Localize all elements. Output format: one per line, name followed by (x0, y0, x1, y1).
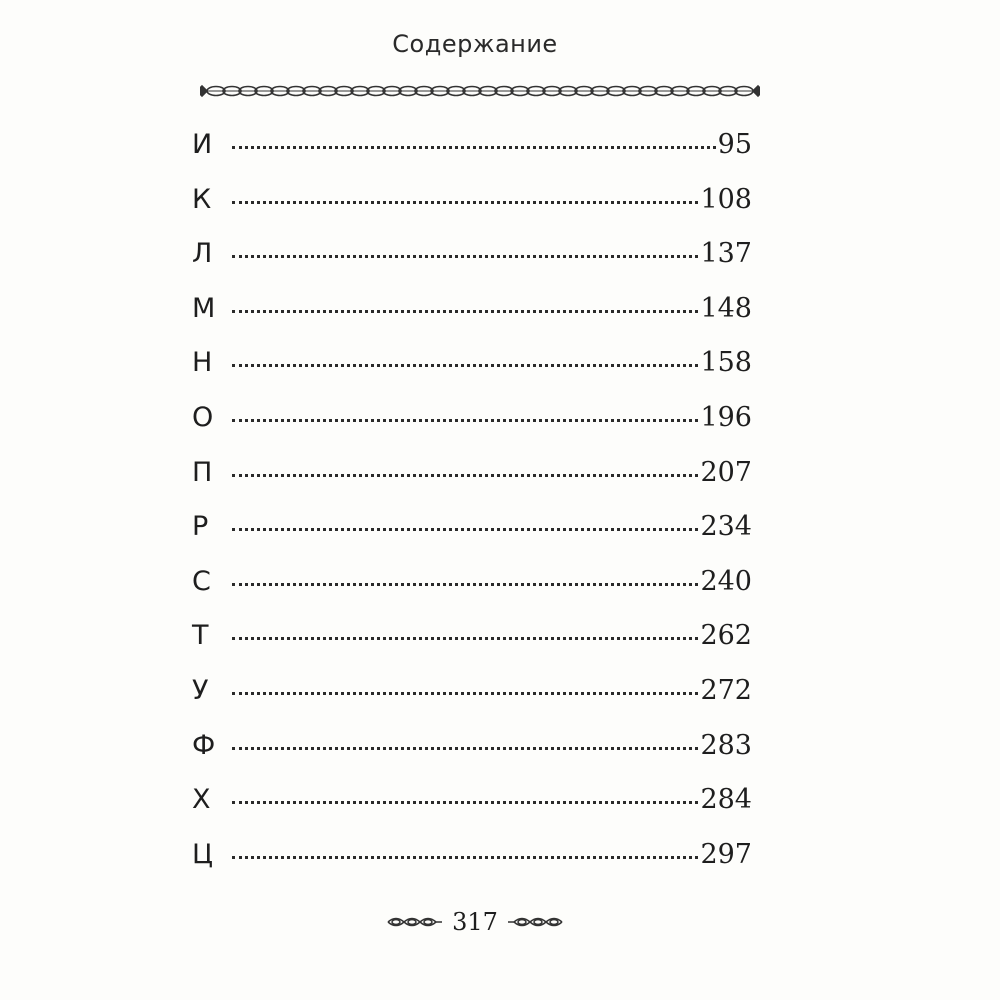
dot-leader (232, 747, 698, 750)
toc-entry-letter: У (192, 674, 209, 706)
table-of-contents (192, 118, 752, 882)
toc-entry-letter: Р (192, 511, 209, 543)
toc-entry-page: 196 (700, 401, 752, 433)
dot-leader (232, 255, 698, 258)
toc-entry-page: 207 (700, 456, 752, 488)
dot-leader (232, 364, 698, 367)
toc-entry-page: 262 (700, 620, 752, 652)
toc-entry-letter: И (192, 129, 213, 160)
toc-entry (192, 555, 752, 610)
page-number: 317 (452, 908, 498, 936)
dot-leader (232, 801, 698, 804)
toc-entry (192, 227, 752, 282)
toc-entry-page: 137 (700, 238, 752, 270)
toc-entry-page: 272 (700, 674, 752, 706)
toc-entry-letter: О (192, 401, 214, 433)
toc-entry-letter: С (192, 565, 211, 597)
dot-leader (232, 528, 698, 531)
toc-entry-letter: М (192, 292, 216, 324)
decorative-ornament-left-icon (386, 913, 444, 931)
toc-entry (192, 719, 752, 774)
dot-leader (232, 310, 698, 313)
dot-leader (232, 583, 698, 586)
toc-entry (192, 118, 752, 173)
dot-leader (232, 146, 716, 149)
toc-entry (192, 773, 752, 828)
toc-entry (192, 609, 752, 664)
toc-entry-page: 297 (700, 838, 752, 870)
dot-leader (232, 419, 698, 422)
dot-leader (232, 856, 698, 859)
decorative-chain-ornament-icon (200, 80, 760, 102)
toc-entry-letter: Ц (192, 838, 213, 870)
toc-entry (192, 446, 752, 501)
toc-entry (192, 391, 752, 446)
toc-entry-page: 234 (700, 511, 752, 543)
toc-entry (192, 282, 752, 337)
page-footer (0, 908, 950, 936)
dot-leader (232, 637, 698, 640)
toc-entry-page: 108 (700, 183, 752, 215)
toc-entry-letter: Х (192, 784, 211, 816)
toc-entry (192, 173, 752, 228)
toc-entry-letter: К (192, 183, 212, 215)
toc-entry (192, 828, 752, 883)
toc-entry-page: 158 (700, 347, 752, 379)
toc-entry-page: 148 (700, 292, 752, 324)
toc-entry-letter: Л (192, 238, 213, 270)
toc-entry-letter: Т (192, 620, 209, 652)
decorative-ornament-right-icon (506, 913, 564, 931)
toc-entry-page: 240 (700, 565, 752, 597)
toc-entry-letter: П (192, 456, 213, 488)
dot-leader (232, 692, 698, 695)
dot-leader (232, 201, 698, 204)
toc-entry (192, 500, 752, 555)
toc-entry-letter: Ф (192, 729, 216, 761)
toc-entry-page: 95 (717, 129, 752, 160)
toc-entry (192, 664, 752, 719)
toc-entry (192, 336, 752, 391)
page-title: Содержание (392, 30, 558, 58)
toc-entry-page: 284 (700, 784, 752, 816)
toc-entry-letter: Н (192, 347, 213, 379)
toc-entry-page: 283 (700, 729, 752, 761)
dot-leader (232, 474, 698, 477)
